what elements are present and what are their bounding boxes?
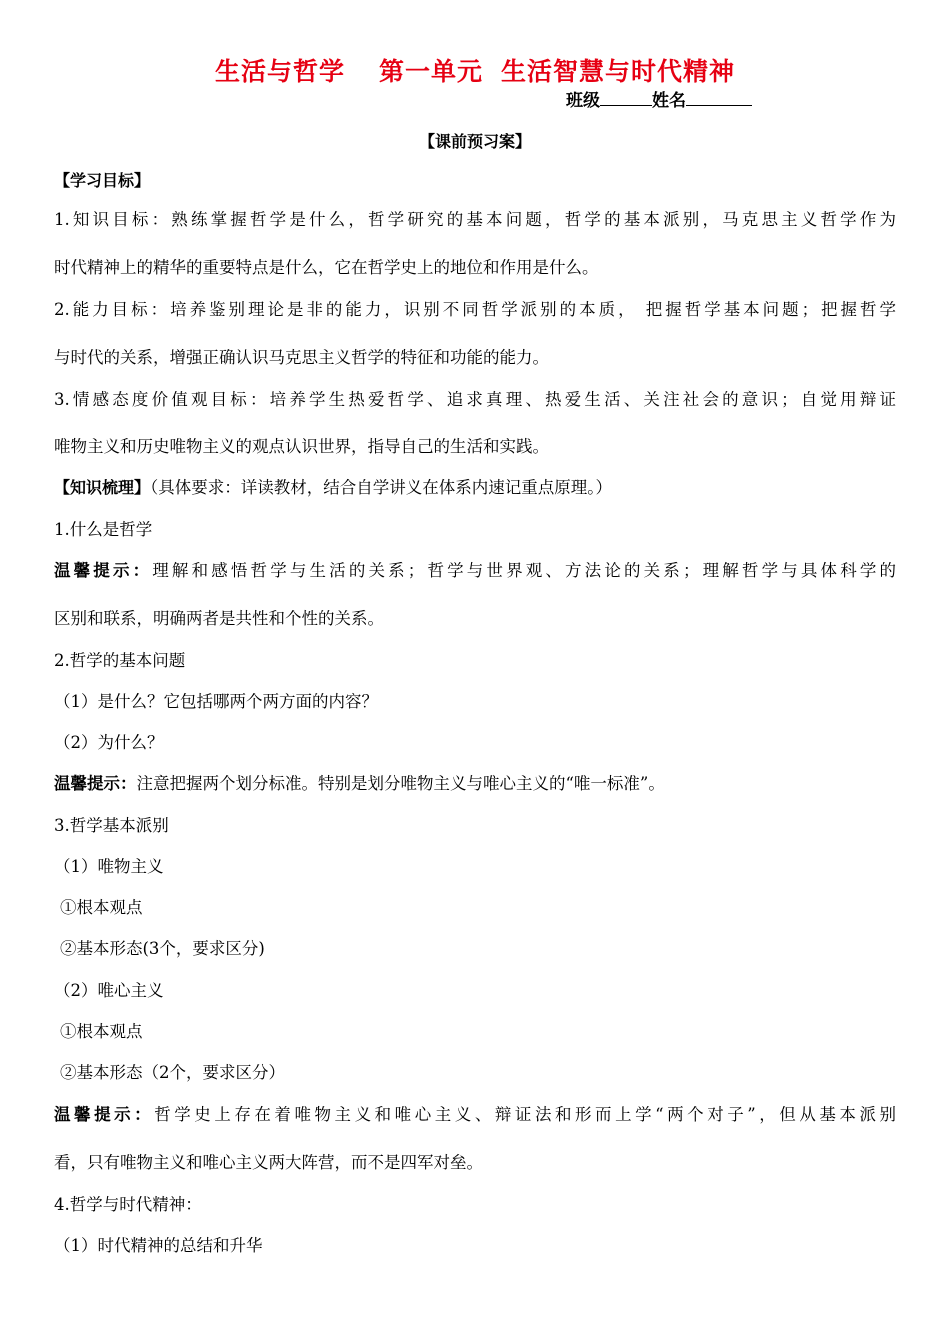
goal-3-line-1: 3.情感态度价值观目标：培养学生热爱哲学、追求真理、热爱生活、关注社会的意识；自觉用辩证 xyxy=(54,390,896,409)
section-2-tip-text: 注意把握两个划分标准。特别是划分唯物主义与唯心主义的“唯一标准”。 xyxy=(136,774,665,793)
section-3-title: 3.哲学基本派别 xyxy=(54,816,169,835)
section-subtitle: 【课前预习案】 xyxy=(418,132,531,151)
knowledge-heading: 【知识梳理】 xyxy=(54,478,151,497)
goal-2-line-1: 2.能力目标：培养鉴别理论是非的能力，识别不同哲学派别的本质， 把握哲学基本问题；把握哲学 xyxy=(54,300,896,319)
section-3-tip-line-1 xyxy=(54,1105,896,1125)
section-4-item-1: （1）时代精神的总结和升华 xyxy=(54,1236,263,1255)
knowledge-heading-note: （具体要求：详读教材，结合自学讲义在体系内速记重点原理。） xyxy=(150,478,613,497)
section-1-tip-line-1 xyxy=(54,561,896,581)
section-1-title: 1.什么是哲学 xyxy=(54,520,153,539)
goals-heading: 【学习目标】 xyxy=(54,171,151,190)
section-2-tip xyxy=(54,774,904,794)
title-subject: 生活与哲学 xyxy=(214,57,345,86)
goal-3-line-2: 唯物主义和历史唯物主义的观点认识世界，指导自己的生活和实践。 xyxy=(54,437,549,456)
section-1-tip-line-2: 区别和联系，明确两者是共性和个性的关系。 xyxy=(54,609,384,628)
knowledge-heading-line xyxy=(54,478,904,498)
class-blank[interactable] xyxy=(600,90,652,106)
class-label: 班级 xyxy=(566,91,600,111)
class-name-line xyxy=(566,86,752,111)
materialism-basic-view: ①根本观点 xyxy=(60,898,143,917)
idealism-basic-forms: ②基本形态（2个，要求区分） xyxy=(60,1063,285,1082)
goal-2-line-2: 与时代的关系，增强正确认识马克思主义哲学的特征和功能的能力。 xyxy=(54,348,549,367)
materialism-basic-forms: ②基本形态(3个，要求区分) xyxy=(60,939,265,958)
idealism-basic-view: ①根本观点 xyxy=(60,1022,143,1041)
section-2-question-2: （2）为什么？ xyxy=(54,733,164,752)
materialism-heading: （1）唯物主义 xyxy=(54,857,164,876)
section-3-tip-text: 哲学史上存在着唯物主义和唯心主义、辩证法和形而上学“两个对子”，但从基本派别 xyxy=(154,1105,897,1124)
tip-label: 温馨提示： xyxy=(54,1105,155,1124)
goal-1-line-1: 1.知识目标：熟练掌握哲学是什么，哲学研究的基本问题，哲学的基本派别，马克思主义哲学作为 xyxy=(54,210,896,229)
goal-1-line-2: 时代精神上的精华的重要特点是什么，它在哲学史上的地位和作用是什么。 xyxy=(54,258,599,277)
section-3-tip-line-2: 看，只有唯物主义和唯心主义两大阵营，而不是四军对垒。 xyxy=(54,1153,483,1172)
name-blank[interactable] xyxy=(686,90,752,106)
page-title xyxy=(0,52,950,88)
name-label: 姓名 xyxy=(652,91,686,111)
title-topic: 生活智慧与时代精神 xyxy=(501,57,736,86)
tip-label: 温馨提示： xyxy=(54,561,153,580)
section-2-question-1: （1）是什么？它包括哪两个两方面的内容？ xyxy=(54,692,378,711)
title-unit: 第一单元 xyxy=(378,57,483,86)
section-2-title: 2.哲学的基本问题 xyxy=(54,651,186,670)
section-1-tip-text: 理解和感悟哲学与生活的关系；哲学与世界观、方法论的关系；理解哲学与具体科学的 xyxy=(152,561,897,580)
idealism-heading: （2）唯心主义 xyxy=(54,981,164,1000)
section-4-title: 4.哲学与时代精神： xyxy=(54,1195,202,1214)
tip-label: 温馨提示： xyxy=(54,774,137,793)
